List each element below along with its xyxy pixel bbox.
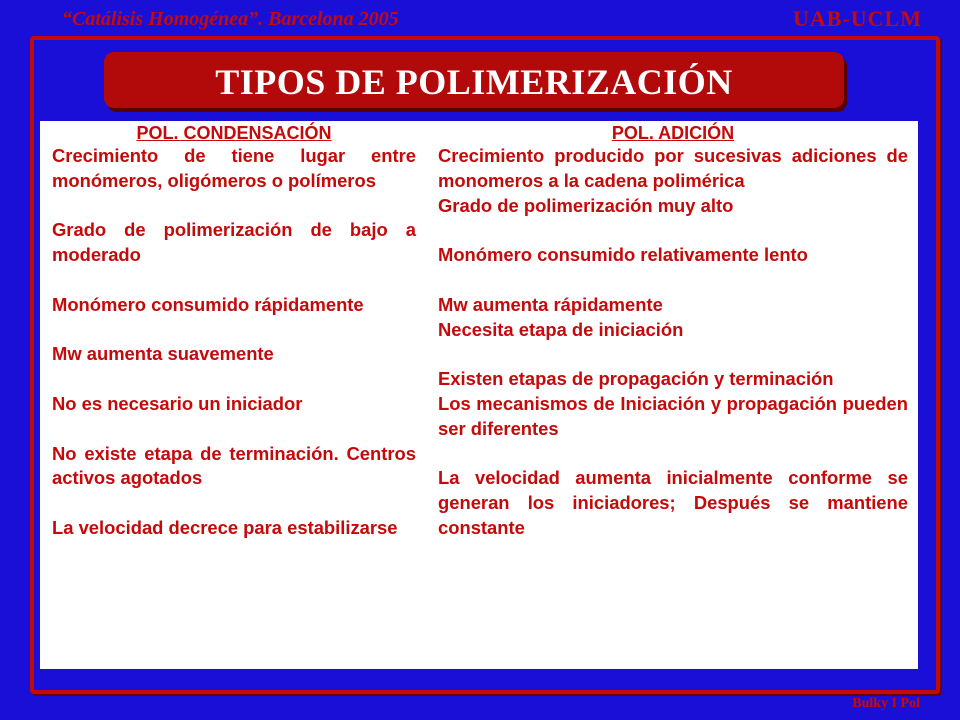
organization-caption: UAB-UCLM (793, 6, 922, 31)
condensation-item: Grado de polimerización de bajo a moderado (52, 219, 416, 266)
addition-item: Necesita etapa de iniciación (438, 318, 684, 340)
addition-item: Existen etapas de propagación y terminación (438, 368, 834, 390)
addition-item: Grado de polimerización muy alto (438, 194, 734, 216)
condensation-item: Mw aumenta suavemente (52, 343, 274, 365)
addition-heading: POL. ADICIÓN (611, 123, 735, 143)
condensation-heading: POL. CONDENSACIÓN (136, 123, 332, 143)
condensation-item: Monómero consumido rápidamente (52, 293, 364, 315)
slide-title: TIPOS DE POLIMERIZACIÓN (215, 62, 733, 102)
condensation-item: La velocidad decrece para estabilizarse (52, 516, 398, 538)
addition-item: Crecimiento producido por sucesivas adiciones de monomeros a la cadena polimérica (438, 145, 908, 191)
content-panel (40, 121, 918, 669)
addition-item: Monómero consumido relativamente lento (438, 244, 808, 266)
condensation-item: Crecimiento de tiene lugar entre monómeros, oligómeros o polímeros (52, 145, 416, 191)
footer-note: Bulky I Pol (852, 696, 920, 711)
title-banner (104, 52, 844, 108)
addition-item: Los mecanismos de Iniciación y propagación pueden ser diferentes (438, 392, 908, 439)
condensation-item: No es necesario un iniciador (52, 392, 303, 414)
condensation-item: No existe etapa de terminación. Centros activos agotados (52, 442, 416, 489)
event-caption: “Catálisis Homogénea”. Barcelona 2005 (62, 8, 399, 30)
condensation-column (52, 121, 416, 541)
addition-item: La velocidad aumenta inicialmente conforme se generan los iniciadores; Después se mantiene constante (438, 467, 908, 538)
addition-column (438, 121, 908, 541)
addition-item: Mw aumenta rápidamente (438, 293, 663, 315)
